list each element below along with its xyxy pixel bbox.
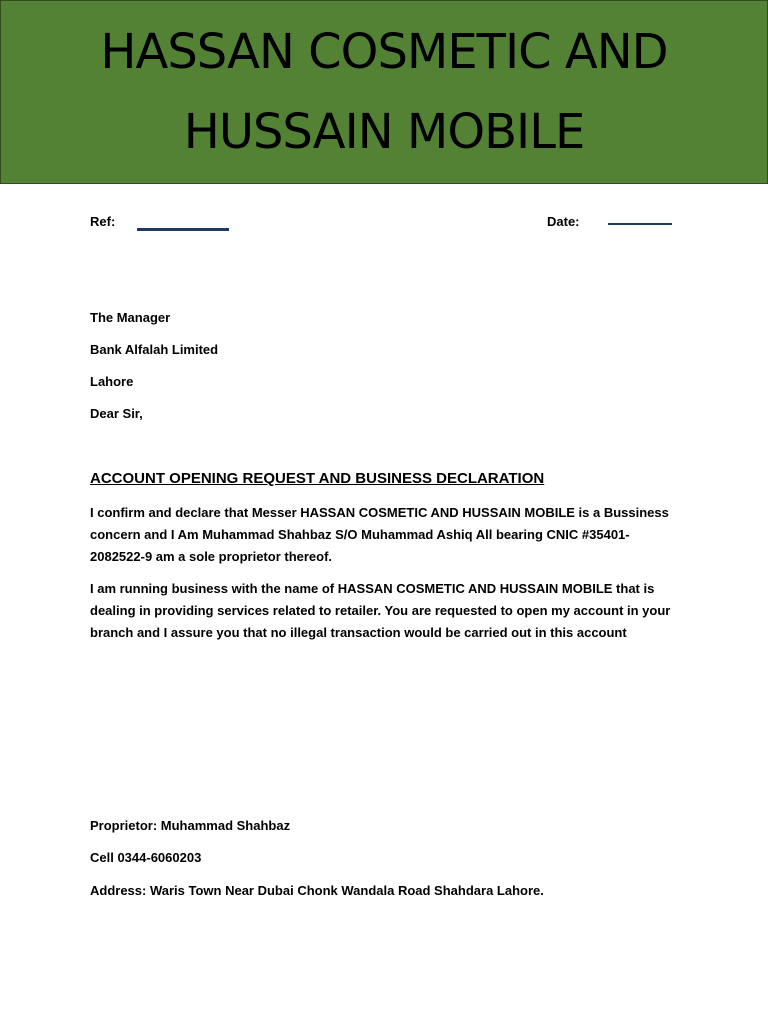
header-title-line1: HASSAN COSMETIC AND xyxy=(100,24,668,80)
paragraph-line: branch and I assure you that no illegal transaction would be carried out in this account xyxy=(90,625,627,640)
salutation: Dear Sir, xyxy=(90,406,143,421)
ref-label: Ref: xyxy=(90,214,116,229)
recipient-city: Lahore xyxy=(90,374,134,389)
declaration-paragraph xyxy=(90,502,690,568)
date-blank-line xyxy=(608,223,672,225)
address-line: Address: Waris Town Near Dubai Chonk Wandala Road Shahdara Lahore. xyxy=(90,883,544,898)
subject-heading: ACCOUNT OPENING REQUEST AND BUSINESS DECLARATION xyxy=(90,470,545,487)
proprietor-name: Proprietor: Muhammad Shahbaz xyxy=(90,818,291,833)
cell-number: Cell 0344-6060203 xyxy=(90,850,202,865)
paragraph-line: I am running business with the name of HASSAN COSMETIC AND HUSSAIN MOBILE that is xyxy=(90,581,655,596)
paragraph-line: concern and I Am Muhammad Shahbaz S/O Muhammad Ashiq All bearing CNIC #35401- xyxy=(90,527,630,542)
ref-blank-line xyxy=(137,228,229,231)
request-paragraph xyxy=(90,578,690,644)
header-banner xyxy=(0,0,768,184)
paragraph-line: 2082522-9 am a sole proprietor thereof. xyxy=(90,549,333,564)
paragraph-line: I confirm and declare that Messer HASSAN COSMETIC AND HUSSAIN MOBILE is a Bussiness xyxy=(90,505,669,520)
paragraph-line: dealing in providing services related to retailer. You are requested to open my account in your xyxy=(90,603,671,618)
date-label: Date: xyxy=(547,214,580,229)
recipient-title: The Manager xyxy=(90,310,171,325)
recipient-bank: Bank Alfalah Limited xyxy=(90,342,219,357)
header-title-line2: HUSSAIN MOBILE xyxy=(183,104,585,160)
